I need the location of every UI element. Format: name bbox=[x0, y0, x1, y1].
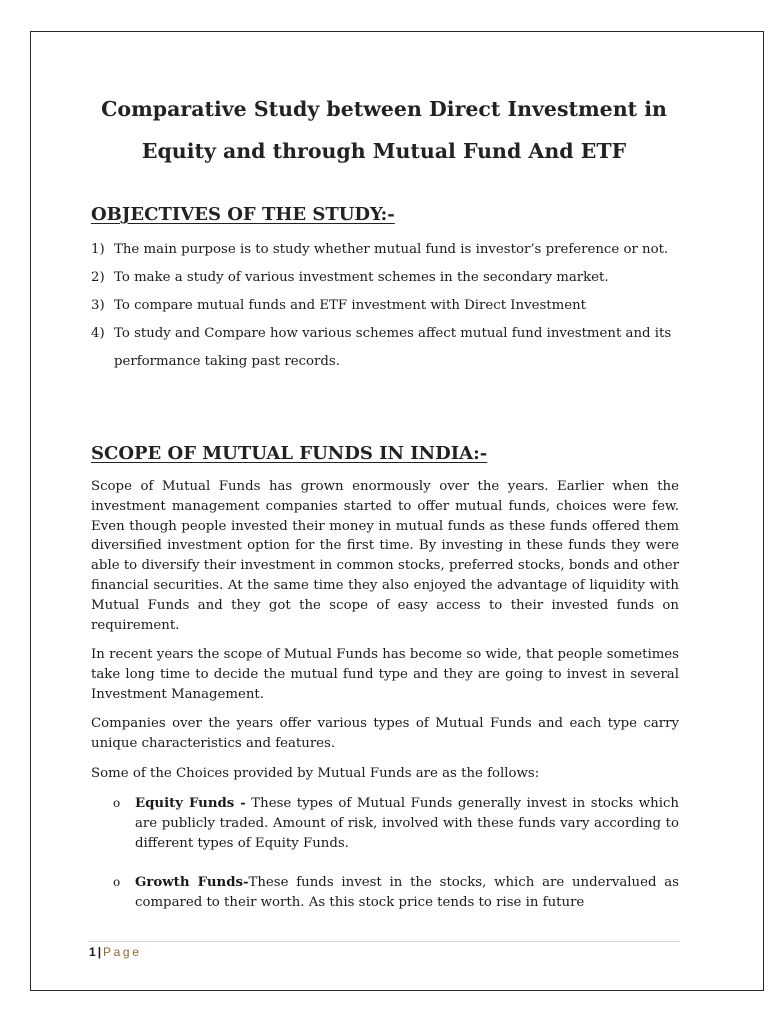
footer-divider bbox=[88, 941, 680, 942]
list-item-text: The main purpose is to study whether mutual fund is investor’s preference or not. bbox=[114, 242, 669, 257]
scope-paragraph-3: Companies over the years offer various types of Mutual Funds and each type carry unique characteristics and features. bbox=[91, 716, 679, 751]
scope-heading: SCOPE OF MUTUAL FUNDS IN INDIA:- bbox=[91, 443, 488, 464]
bullet-text: These funds invest in the stocks, which are undervalued as compared to their worth. As this stock price tends to rise in future bbox=[135, 875, 679, 910]
list-item bbox=[91, 236, 679, 264]
footer-separator: | bbox=[97, 945, 102, 959]
objectives-heading: OBJECTIVES OF THE STUDY:- bbox=[91, 204, 395, 225]
page-number: 1 bbox=[89, 945, 96, 959]
scope-paragraph-4: Some of the Choices provided by Mutual Funds are as the follows: bbox=[91, 766, 540, 781]
document-title bbox=[60, 88, 708, 172]
list-item bbox=[91, 873, 679, 913]
list-item bbox=[91, 320, 679, 376]
list-item-number: 4) bbox=[91, 326, 105, 341]
list-item bbox=[91, 292, 679, 320]
bullet-text: These types of Mutual Funds generally invest in stocks which are publicly traded. Amount of risk, involved with these funds vary according to different types of Equity Funds. bbox=[135, 796, 679, 851]
list-item bbox=[91, 264, 679, 292]
list-item-text: To study and Compare how various schemes affect mutual fund investment and its performance taking past records. bbox=[114, 326, 672, 369]
bullet-marker: o bbox=[113, 875, 121, 889]
fund-types-list-continued bbox=[91, 873, 679, 913]
scope-paragraph-1: Scope of Mutual Funds has grown enormously over the years. Earlier when the investment management companies started to offer mutual funds, choices were few. Even though people invested their money in mutual funds as these funds offered them diversified investment option for the first time. By investing in these funds they were able to diversify their investment in common stocks, preferred stocks, bonds and other financial securities. At the same time they also enjoyed the advantage of liquidity with Mutual Funds and they got the scope of easy access to their invested funds on requirement. bbox=[91, 479, 679, 633]
page-label: Page bbox=[103, 945, 142, 959]
page-footer bbox=[89, 945, 141, 959]
fund-types-list bbox=[91, 794, 679, 853]
list-item-text: To make a study of various investment schemes in the secondary market. bbox=[114, 270, 609, 285]
list-item-number: 3) bbox=[91, 298, 105, 313]
list-item bbox=[91, 794, 679, 853]
list-item-number: 2) bbox=[91, 270, 105, 285]
scope-paragraph-2: In recent years the scope of Mutual Funds has become so wide, that people sometimes take long time to decide the mutual fund type and they are going to invest in several Investment Management. bbox=[91, 647, 679, 702]
bullet-term: Growth Funds- bbox=[135, 875, 249, 890]
title-line-1: Comparative Study between Direct Investment in bbox=[101, 97, 667, 121]
list-item-number: 1) bbox=[91, 242, 105, 257]
bullet-term: Equity Funds - bbox=[135, 796, 246, 811]
title-line-2: Equity and through Mutual Fund And ETF bbox=[141, 139, 627, 163]
bullet-marker: o bbox=[113, 796, 121, 810]
objectives-list bbox=[91, 236, 679, 376]
list-item-text: To compare mutual funds and ETF investment with Direct Investment bbox=[114, 298, 587, 313]
